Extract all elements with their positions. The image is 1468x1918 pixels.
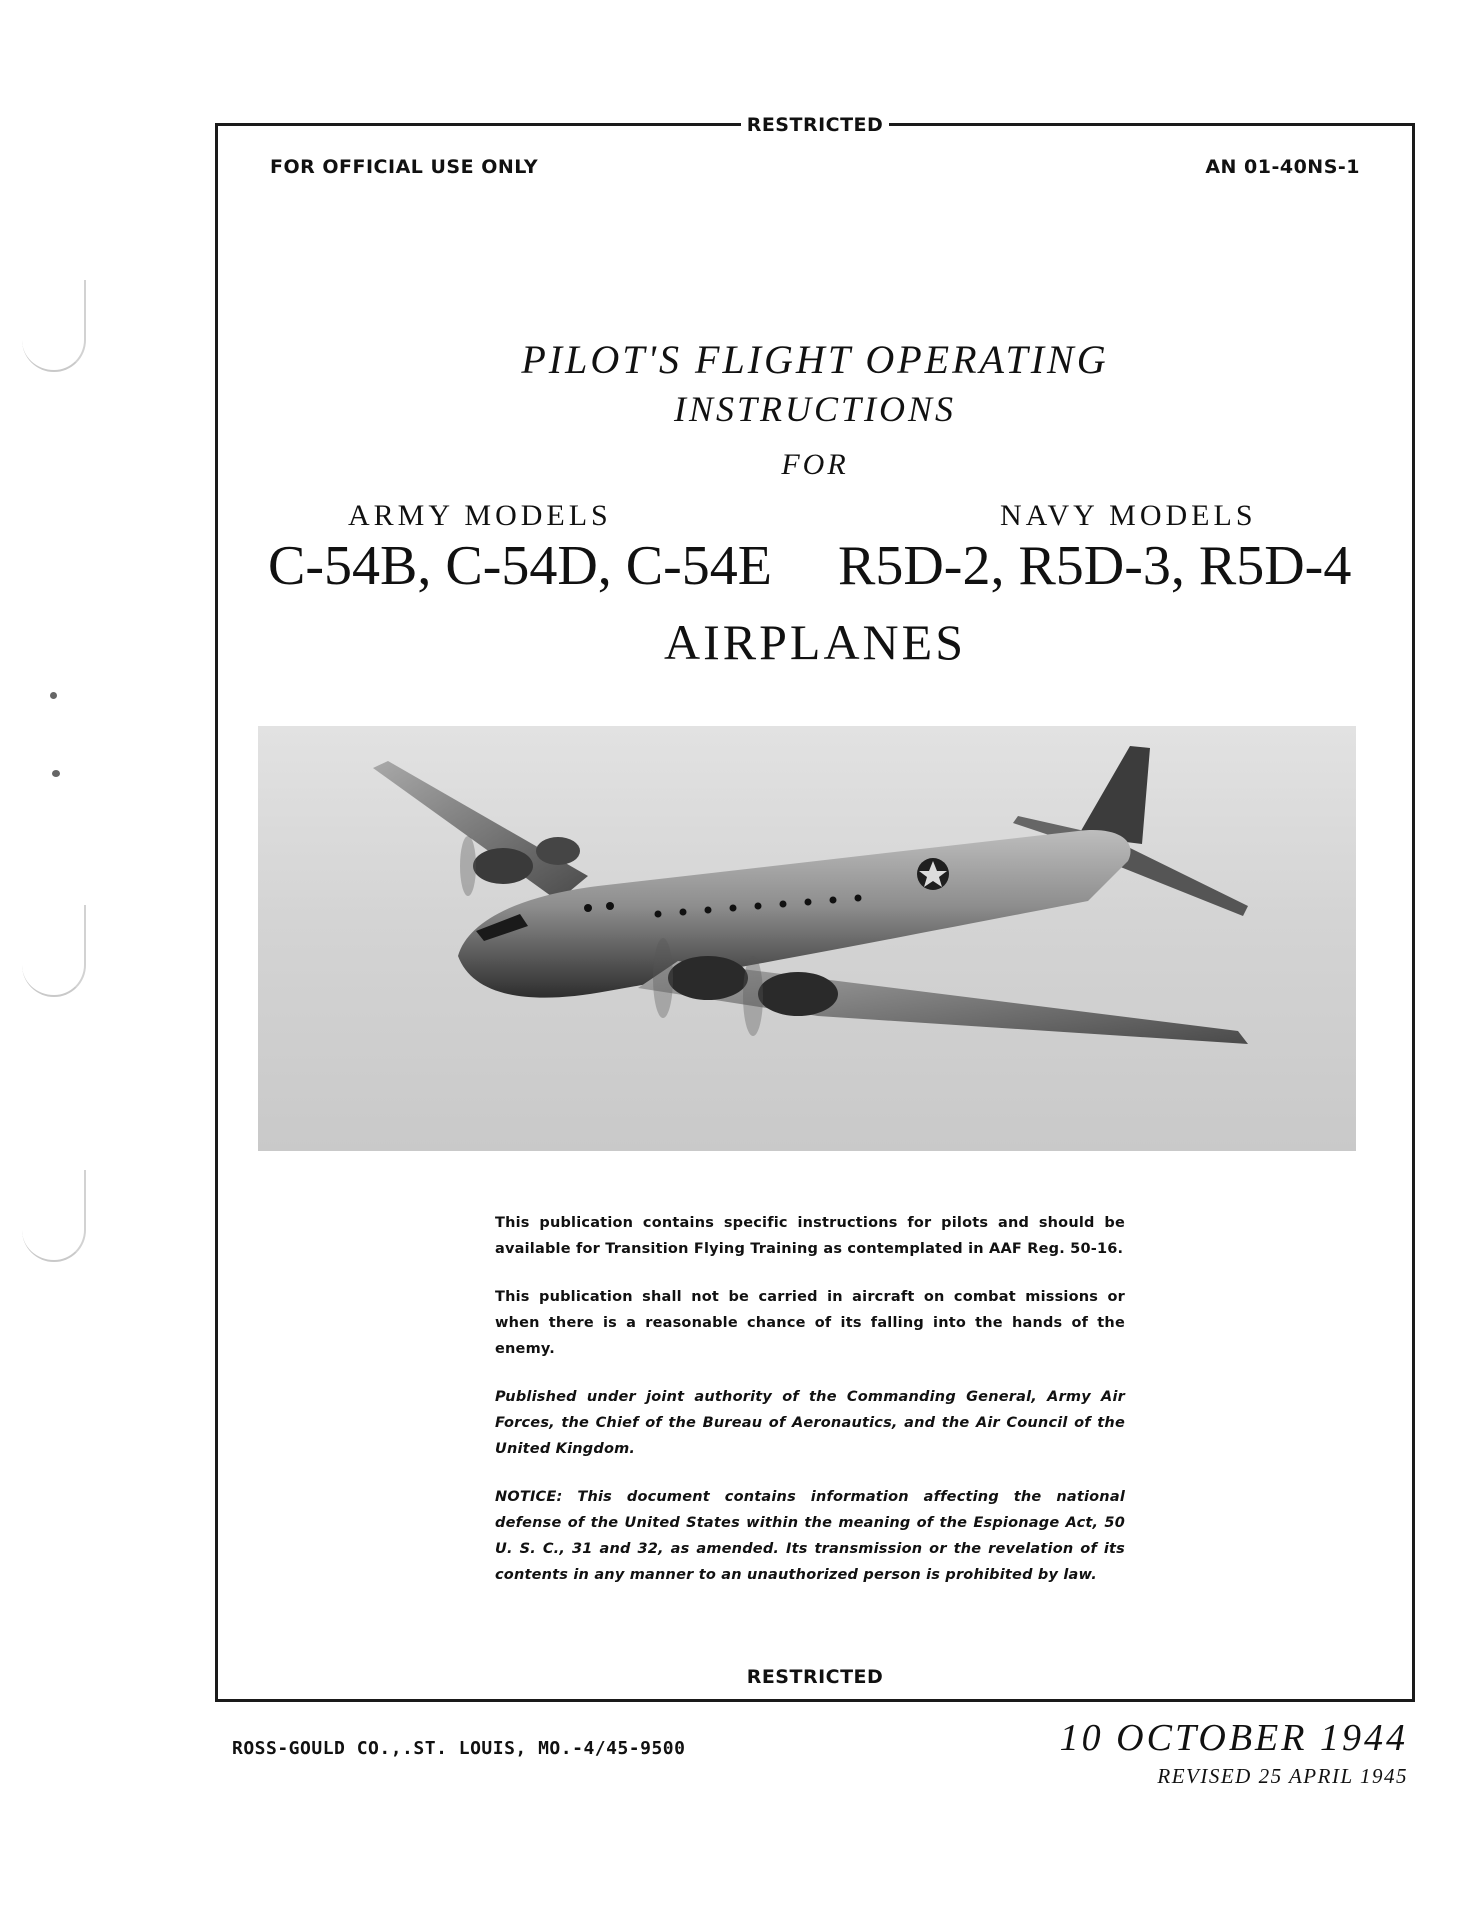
- navy-models-label: NAVY MODELS: [1000, 499, 1257, 532]
- airplane-photo: [258, 726, 1356, 1151]
- binder-hole-mark: [22, 280, 86, 372]
- c54-airplane-icon: [258, 726, 1356, 1151]
- cover-frame: [215, 114, 1415, 1702]
- notice-paragraph-training: This publication contains specific instructions for pilots and should be available for Transition Flying Training as contemplated in AAF Reg. 50-16.: [495, 1215, 1125, 1257]
- document-number: AN 01-40NS-1: [1205, 156, 1360, 178]
- notice-paragraph-combat: This publication shall not be carried in aircraft on combat missions or when there is a reasonable chance of its falling into the hands of the enemy.: [495, 1289, 1125, 1357]
- notice-paragraph-espionage: NOTICE: This document contains information affecting the national defense of the United States within the meaning of the Espionage Act, 50 U. S. C., 31 and 32, as amended. Its transmission or the revelation of its contents in any manner to an unauthorized person is prohibited by law.: [495, 1489, 1125, 1583]
- airplanes-heading: AIRPLANES: [663, 614, 967, 670]
- scan-speck: [50, 692, 57, 699]
- army-models: C-54B, C-54D, C-54E: [268, 535, 772, 597]
- official-use-label: FOR OFFICIAL USE ONLY: [270, 156, 539, 178]
- restricted-bottom: RESTRICTED: [218, 1678, 1412, 1702]
- notice-paragraph-authority: Published under joint authority of the Commanding General, Army Air Forces, the Chief of the Bureau of Aeronautics, and the Air Council of the United Kingdom.: [495, 1389, 1125, 1457]
- binder-hole-mark: [22, 1170, 86, 1262]
- printer-imprint: ROSS-GOULD CO.,.ST. LOUIS, MO.-4/45-9500: [232, 1738, 686, 1759]
- restricted-top: RESTRICTED: [218, 126, 1412, 150]
- notice-block: [495, 1210, 1125, 1610]
- scan-speck: [52, 770, 60, 777]
- title-line-2: INSTRUCTIONS: [673, 389, 957, 429]
- navy-models: R5D-2, R5D-3, R5D-4: [838, 535, 1352, 597]
- army-models-label: ARMY MODELS: [348, 499, 612, 532]
- title-line-1: PILOT'S FLIGHT OPERATING: [521, 337, 1109, 382]
- title-line-3: FOR: [781, 448, 849, 481]
- revised-date: REVISED 25 APRIL 1945: [1157, 1764, 1408, 1788]
- binder-hole-mark: [22, 905, 86, 997]
- publication-date: 10 OCTOBER 1944: [1059, 1717, 1408, 1759]
